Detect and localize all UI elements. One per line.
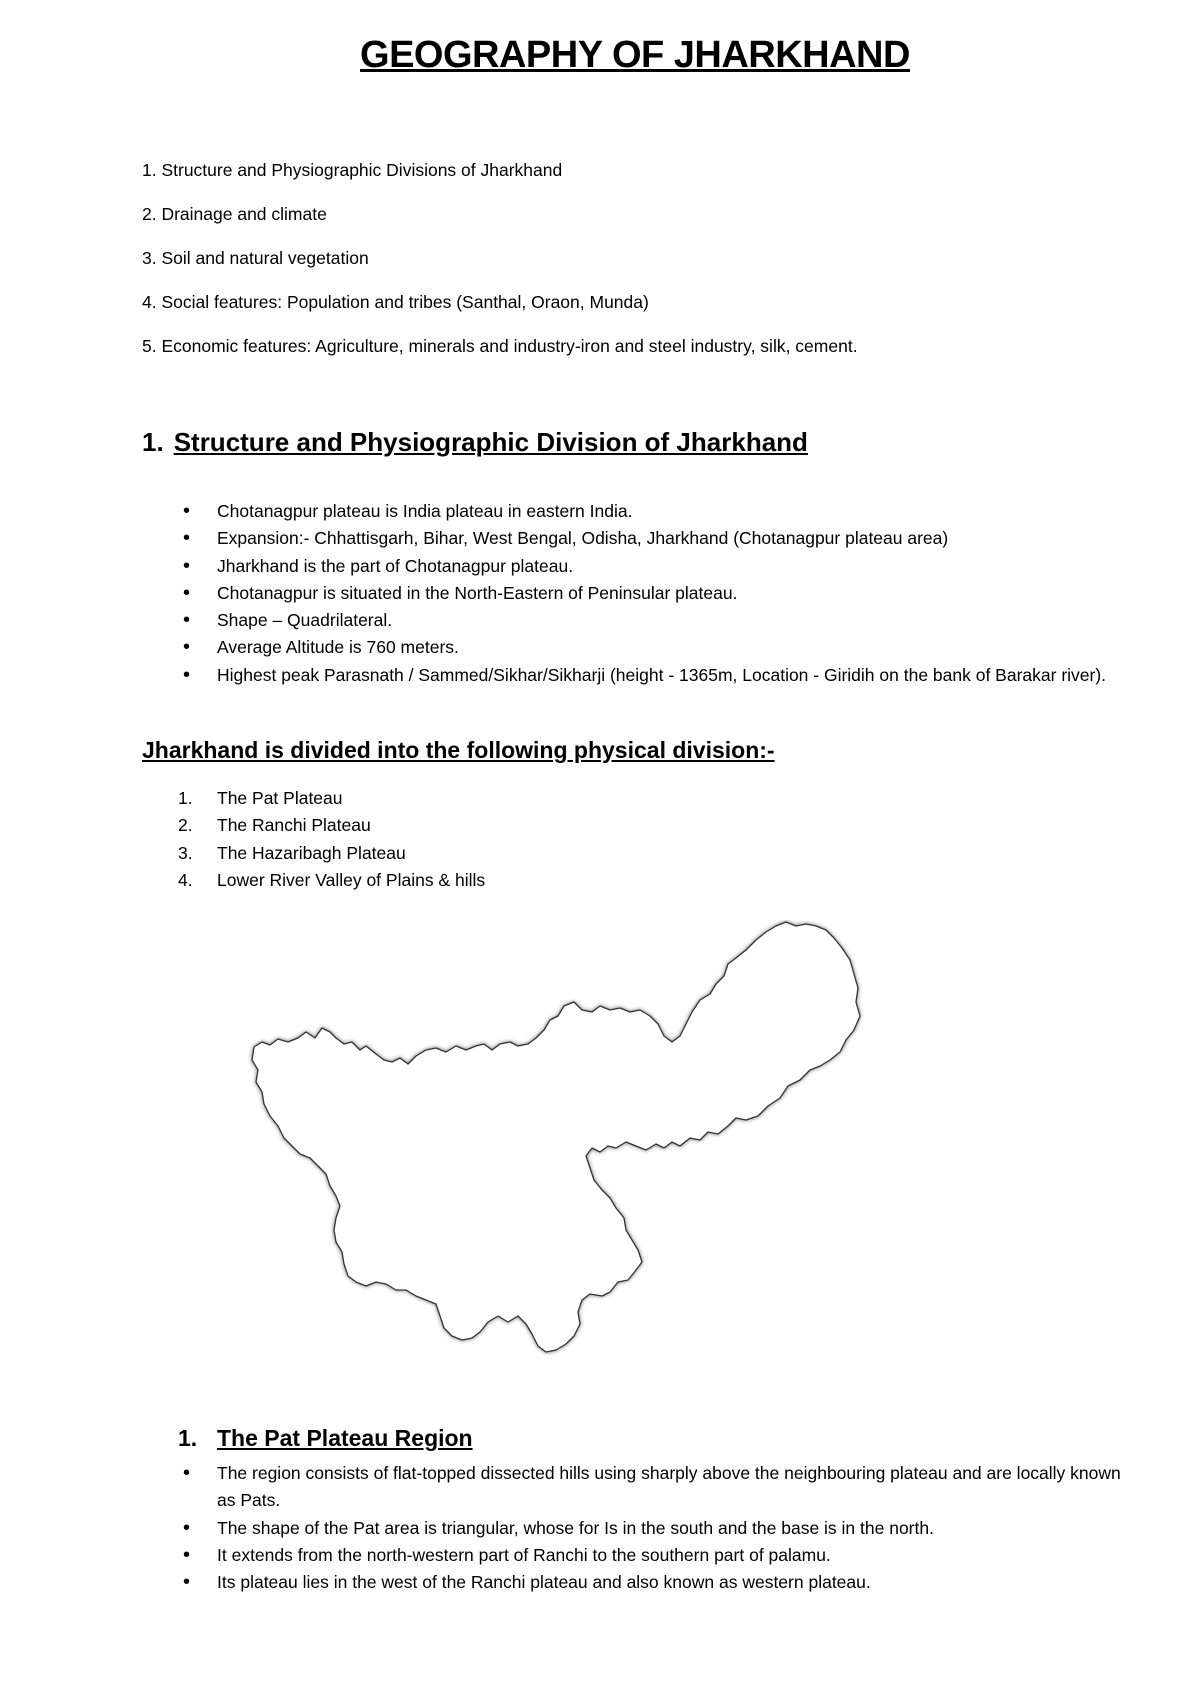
list-item: • Its plateau lies in the west of the Ranchi plateau and also known as western plateau.: [178, 1569, 1137, 1596]
list-item: • Chotanagpur plateau is India plateau in eastern India.: [178, 498, 1137, 525]
state-boundary: [252, 922, 860, 1352]
list-item: • Shape – Quadrilateral.: [178, 607, 1137, 634]
page-title: GEOGRAPHY OF JHARKHAND: [360, 34, 910, 76]
list-item: [178, 812, 485, 839]
divisions-list: [178, 785, 485, 894]
list-item: • Average Altitude is 760 meters.: [178, 634, 1137, 661]
list-item: • The region consists of flat-topped dissected hills using sharply above the neighbouring plateau and are locally known as Pats.: [178, 1460, 1137, 1515]
pat-plateau-bullet-list: [178, 1460, 1137, 1596]
pat-plateau-number: 1.: [178, 1425, 198, 1451]
section-1-number: 1.: [142, 427, 164, 457]
list-text: The Hazaribagh Plateau: [217, 842, 406, 863]
pat-plateau-heading: [178, 1425, 473, 1452]
list-item: • The shape of the Pat area is triangular, whose for Is in the south and the base is in the north.: [178, 1515, 1137, 1542]
structure-bullet-list: [178, 498, 1137, 689]
list-item: [178, 867, 485, 894]
divisions-heading: Jharkhand is divided into the following physical division:-: [142, 737, 775, 763]
section-1-heading: [142, 427, 808, 458]
list-number: 2.: [178, 815, 193, 836]
list-number: 3.: [178, 842, 193, 863]
toc-item: 4. Social features: Population and tribes (Santhal, Oraon, Munda): [142, 292, 649, 312]
section-1-title: Structure and Physiographic Division of Jharkhand: [173, 427, 808, 457]
list-item: • It extends from the north-western part of Ranchi to the southern part of palamu.: [178, 1542, 1137, 1569]
list-number: 1.: [178, 788, 193, 808]
table-of-contents: [142, 160, 858, 380]
toc-item: 5. Economic features: Agriculture, minerals and industry-iron and steel industry, silk, cement.: [142, 336, 858, 356]
list-item: • Highest peak Parasnath / Sammed/Sikhar/Sikharji (height - 1365m, Location - Giridih on the bank of Barakar river).: [178, 662, 1137, 689]
toc-item: 3. Soil and natural vegetation: [142, 248, 369, 268]
list-number: 4.: [178, 869, 193, 890]
toc-item: 2. Drainage and climate: [142, 204, 327, 224]
toc-item: 1. Structure and Physiographic Divisions of Jharkhand: [142, 160, 563, 180]
list-text: The Ranchi Plateau: [217, 815, 371, 836]
pat-plateau-title: The Pat Plateau Region: [217, 1425, 473, 1451]
list-text: Lower River Valley of Plains & hills: [217, 869, 486, 890]
list-item: • Expansion:- Chhattisgarh, Bihar, West Bengal, Odisha, Jharkhand (Chotanagpur plateau area): [178, 525, 1137, 552]
list-text: The Pat Plateau: [217, 788, 343, 808]
jharkhand-outline-map: [240, 920, 940, 1380]
list-item: • Chotanagpur is situated in the North-Eastern of Peninsular plateau.: [178, 580, 1137, 607]
list-item: [178, 840, 485, 867]
list-item: • Jharkhand is the part of Chotanagpur plateau.: [178, 553, 1137, 580]
list-item: [178, 785, 485, 812]
